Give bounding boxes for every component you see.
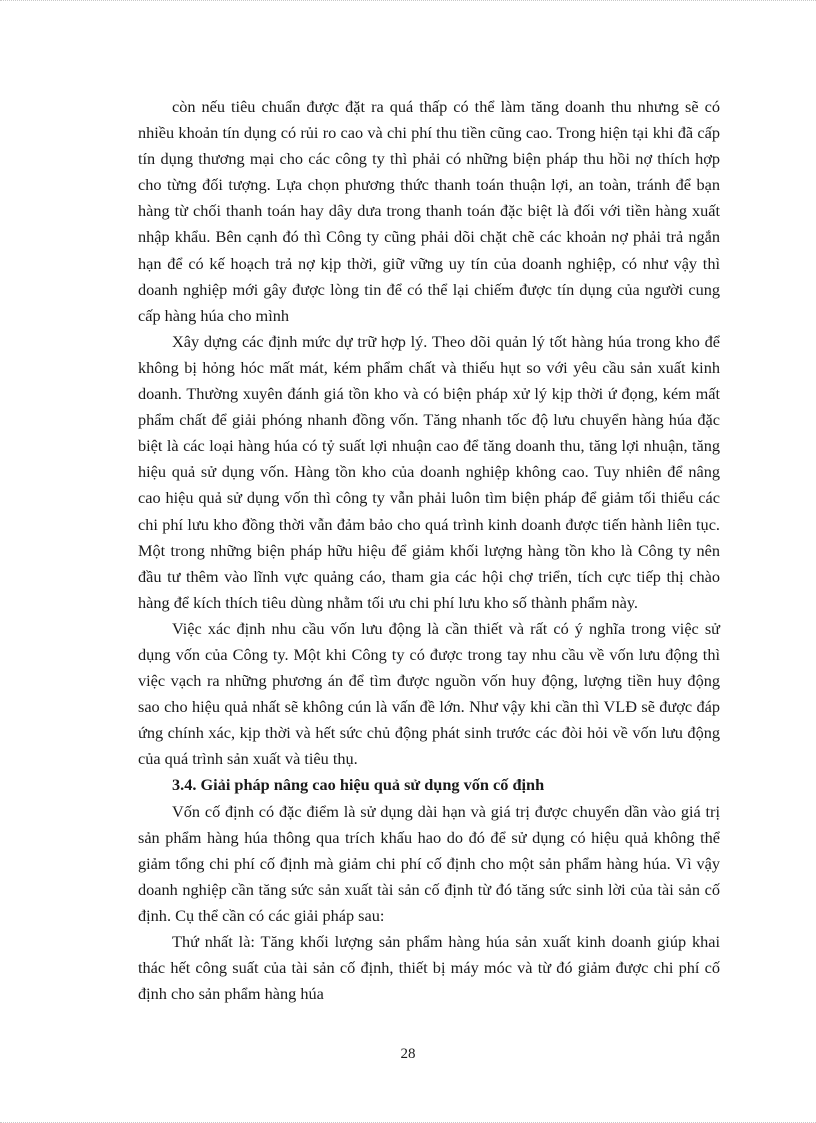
page-number: 28 [400,1046,416,1062]
page-body [138,94,720,1007]
paragraph-fixed-capital: Vốn cố định có đặc điểm là sử dụng dài hạn và giá trị được chuyển dần vào giá trị sản phẩm hàng húa thông qua trích khấu hao do đó để sử dụng có hiệu quả không thể giảm tổng chi phí cố định mà giảm chi phí cố định cho một sản phẩm hàng húa. Vì vậy doanh nghiệp cần tăng sức sản xuất tài sản cố định từ đó tăng sức sinh lời của tài sản cố định. Cụ thể cần có các giải pháp sau: [138,801,720,925]
paragraph-inventory-reserve: Xây dựng các định mức dự trữ hợp lý. Theo dõi quản lý tốt hàng húa trong kho để không bị hỏng hóc mất mát, kém phẩm chất và thiếu hụt so với yêu cầu sản xuất kinh doanh. Thường xuyên đánh giá tồn kho và có biện pháp xử lý kịp thời ứ đọng, kém mất phẩm chất để giải phóng nhanh đồng vốn. Tăng nhanh tốc độ lưu chuyển hàng húa đặc biệt là các loại hàng húa có tỷ suất lợi nhuận cao để tăng doanh thu, tăng lợi nhuận, tăng hiệu quả sử dụng vốn. Hàng tồn kho của doanh nghiệp không cao. Tuy nhiên để nâng cao hiệu quả sử dụng vốn thì công ty vẫn phải luôn tìm biện pháp để giảm tối thiểu các chi phí lưu kho đồng thời vẫn đảm bảo cho quá trình kinh doanh được tiến hành liên tục. Một trong những biện pháp hữu hiệu để giảm khối lượng hàng tồn kho là Công ty nên đầu tư thêm vào lĩnh vực quảng cáo, tham gia các hội chợ triển, tích cực tiếp thị chào hàng để kích thích tiêu dùng nhằm tối ưu chi phí lưu kho số thành phẩm này. [138,331,720,612]
paragraph-working-capital-need: Việc xác định nhu cầu vốn lưu động là cần thiết và rất có ý nghĩa trong việc sử dụng vốn của Công ty. Một khi Công ty có được trong tay nhu cầu về vốn lưu động thì việc vạch ra những phương án để tìm được nguồn vốn huy động, lượng tiền huy động sao cho hiệu quả nhất sẽ không cún là vấn đề lớn. Như vậy khi cần thì VLĐ sẽ được đáp ứng chính xác, kịp thời và hết sức chủ động phát sinh trước các đòi hỏi về vốn lưu động của quá trình sản xuất và tiêu thụ. [138,618,720,769]
paragraph-credit-collection: còn nếu tiêu chuẩn được đặt ra quá thấp có thể làm tăng doanh thu nhưng sẽ có nhiều khoản tín dụng có rủi ro cao và chi phí thu tiền cũng cao. Trong hiện tại khi đã cấp tín dụng thương mại cho các công ty thì phải có những biện pháp thu hồi nợ thích hợp cho từng đối tượng. Lựa chọn phương thức thanh toán thuận lợi, an toàn, tránh để bạn hàng từ chối thanh toán hay dây dưa trong thanh toán đặc biệt là đối với tiền hàng xuất nhập khẩu. Bên cạnh đó thì Công ty cũng phải dõi chặt chẽ các khoản nợ phải trả ngắn hạn để có kế hoạch trả nợ kịp thời, giữ vững uy tín của doanh nghiệp, có như vậy thì doanh nghiệp mới gây được lòng tin để có thể lại chiếm được tín dụng của người cung cấp hàng húa cho mình [138,97,720,325]
section-heading-3-4: 3.4. Giải pháp nâng cao hiệu quả sử dụng vốn cố định [172,775,545,795]
paragraph-first-solution: Thứ nhất là: Tăng khối lượng sản phẩm hàng húa sản xuất kinh doanh giúp khai thác hết công suất của tài sản cố định, thiết bị máy móc và từ đó giảm được chi phí cố định cho sản phẩm hàng húa [138,932,720,1004]
